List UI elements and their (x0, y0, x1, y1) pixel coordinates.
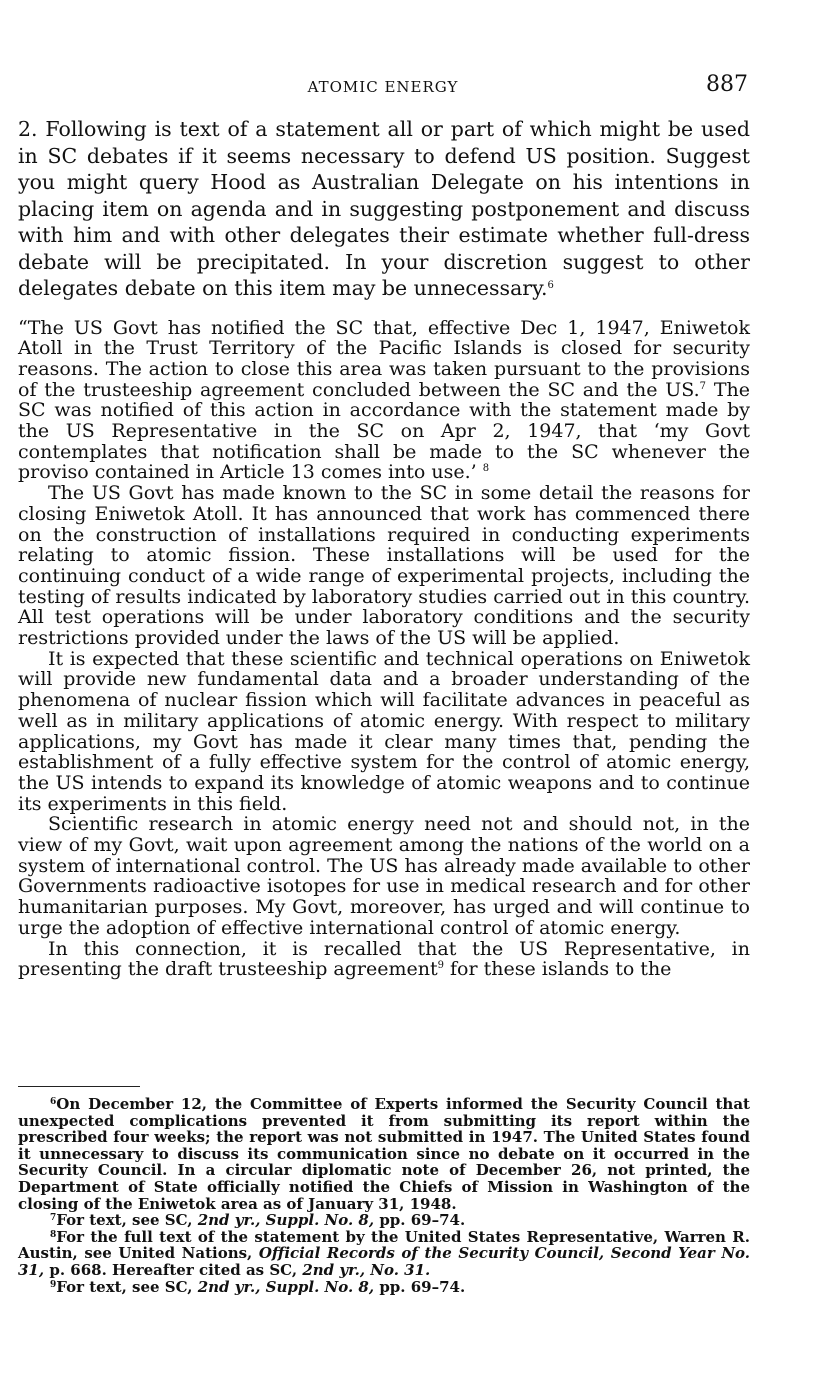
running-head: ATOMIC ENERGY (307, 78, 459, 96)
footnote-ref-6: 6 (547, 280, 554, 291)
footnote-9-citation: 2nd yr., Suppl. No. 8, (197, 1277, 375, 1296)
footnote-ref-7: 7 (699, 380, 707, 392)
statement-paragraph-1 (18, 318, 750, 484)
page-header (18, 72, 748, 102)
footnote-divider (18, 1086, 140, 1087)
statement-text-5a: In this connection, it is recalled that the US Representative, in presenting the draft trusteeship agreement (18, 937, 750, 981)
footnote-9-text-a: For text, see SC, (56, 1277, 198, 1296)
footnote-7-text-a: For text, see SC, (56, 1211, 198, 1230)
page-number: 887 (706, 72, 748, 97)
statement-paragraph-2: The US Govt has made known to the SC in some detail the reasons for closing Eniwetok Atoll. It has announced that work has commenced there on the construction of installations required in conducting experiments relating to atomic fission. These installations will be used for the continuing conduct of a wide range of experimental projects, including the testing of results indicated by laboratory studies carried out in this country. All test operations will be under laboratory conditions and the security restrictions provided under the laws of the US will be applied. (18, 482, 750, 650)
footnote-6-mark: 6 (50, 1097, 57, 1107)
statement-paragraph-5 (18, 939, 750, 980)
statement-paragraph-3: It is expected that these scientific and technical operations on Eniwetok will provide new fundamental data and a broader understanding of the phenomena of nuclear fission which will facilitate advances in peaceful as well as in military applications of atomic energy. With respect to military applications, my Govt has made it clear many times that, pending the establishment of a fully effective system for the control of atomic energy, the US intends to expand its knowledge of atomic weapons and to continue its experiments in this field. (18, 647, 750, 815)
footnote-9-text-b: pp. 69–74. (374, 1277, 466, 1296)
footnote-ref-9: 9 (437, 960, 444, 972)
instruction-text: 2. Following is text of a statement all or part of which might be used in SC debates if it seems necessary to defend US position. Suggest you might query Hood as Australian Delegate on his intentions in placing item on agenda and in suggesting postponement and discuss with him and with other delegates their estimate whether full-dress debate will be precipitated. In your discretion suggest to other delegates debate on this item may be unnecessary. (18, 117, 750, 300)
footnote-8-citation: Official Records of the Security Council, Second Year No. 31, (18, 1244, 750, 1279)
footnote-8 (18, 1229, 750, 1279)
footnote-8-text-a: For the full text of the statement by the United States Representative, Warren R. Austin, see United Nations, (18, 1227, 750, 1263)
statement-text-5b: for these islands to the (443, 958, 672, 981)
page-body (18, 116, 750, 980)
footnote-6-text: On December 12, the Committee of Experts informed the Security Council that unexpected complications prevented it from submitting its report within the prescribed four weeks; the report was not submitted in 1947. The United States found it unnecessary to discuss its communication since no debate on it occurred in the Security Council. In a circular diplomatic note of December 26, not printed, the Department of State officially notified the Chiefs of Mission in Washington of the closing of the Eniwetok area as of January 31, 1948. (18, 1095, 750, 1213)
footnote-7-citation: 2nd yr., Suppl. No. 8, (197, 1211, 375, 1230)
footnote-6 (18, 1096, 750, 1212)
instruction-paragraph (18, 116, 750, 302)
footnote-8-text-b: p. 668. Hereafter cited as SC, (44, 1260, 303, 1279)
footnote-7-mark: 7 (50, 1213, 57, 1224)
statement-text-1a: “The US Govt has notified the SC that, effective Dec 1, 1947, Eniwetok Atoll in the Trust Territory of the Pacific Islands is closed for security reasons. The action to close this area was taken pursuant to the provisions of the trusteeship agreement concluded between the SC and the US. (18, 316, 750, 401)
footnote-7-text-b: pp. 69–74. (374, 1211, 466, 1230)
statement-paragraph-4: Scientific research in atomic energy need not and should not, in the view of my Govt, wait upon agreement among the nations of the world on a system of international control. The US has already made available to other Governments radioactive isotopes for use in medical research and for other humanitarian purposes. My Govt, moreover, has urged and will continue to urge the adoption of effective international control of atomic energy. (18, 813, 750, 939)
footnote-7 (18, 1212, 750, 1229)
statement-text-1b: The SC was notified of this action in accordance with the statement made by the US Representative in the SC on Apr 2, 1947, that ‘my Govt contemplates that notification shall be made to the SC whenever the proviso contained in Article 13 comes into use.’ (18, 378, 750, 484)
footnote-ref-8: 8 (482, 463, 490, 475)
footnote-9 (18, 1279, 750, 1296)
footnote-8-citation-short: 2nd yr., No. 31. (302, 1260, 431, 1279)
footnote-8-mark: 8 (50, 1229, 57, 1240)
footnotes (18, 1096, 750, 1295)
footnote-9-mark: 9 (50, 1279, 57, 1290)
